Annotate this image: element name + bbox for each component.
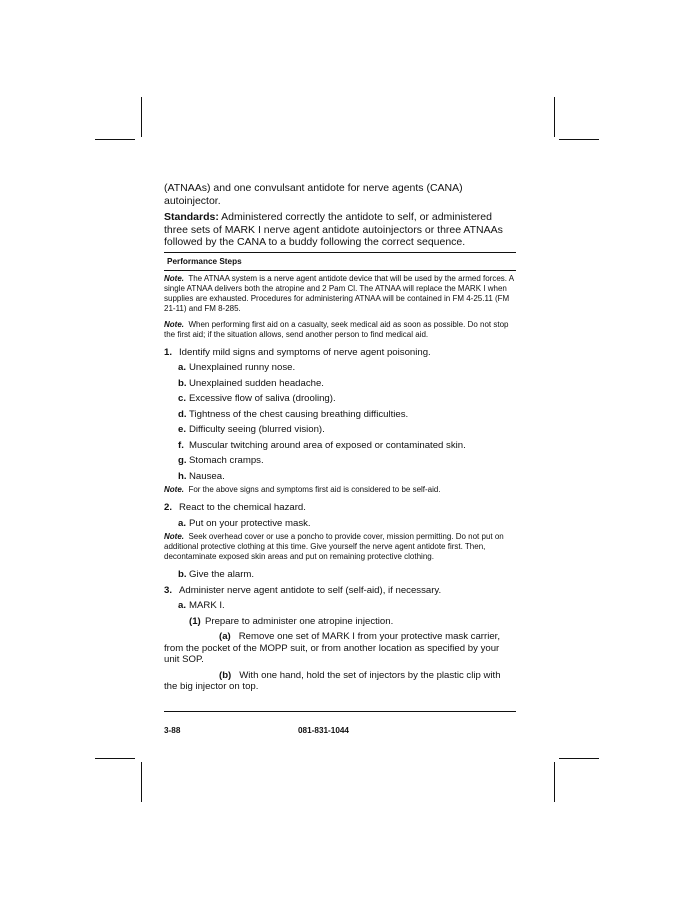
step-3 bbox=[164, 585, 516, 597]
note-label: Note. bbox=[164, 532, 184, 541]
list-item: e. Difficulty seeing (blurred vision). bbox=[178, 424, 325, 435]
note-label: Note. bbox=[164, 485, 184, 494]
step-2 bbox=[164, 502, 516, 514]
crop-mark bbox=[559, 758, 599, 759]
list-item: g. Stomach cramps. bbox=[178, 455, 264, 466]
crop-mark bbox=[141, 97, 142, 137]
step-1 bbox=[164, 347, 516, 359]
crop-mark bbox=[554, 97, 555, 137]
note-1-text: The ATNAA system is a nerve agent antidote device that will be used by the armed forces. A single ATNAA delivers both the atropine and 2 Pam Cl. The ATNAA will replace the MARK I when supplies are exhausted. Procedures for administering ATNAA will be contained in FM 4-25.11 (FM 21-11) and FM 8-285. bbox=[164, 273, 514, 313]
list-item: a. Unexplained runny nose. bbox=[178, 362, 296, 373]
step-text: Administer nerve agent antidote to self (self-aid), if necessary. bbox=[179, 584, 442, 596]
list-item: a. Put on your protective mask. bbox=[178, 517, 311, 529]
note-4 bbox=[164, 532, 516, 562]
step-text: React to the chemical hazard. bbox=[179, 502, 306, 513]
step-text: Identify mild signs and symptoms of nerve agent poisoning. bbox=[179, 346, 431, 358]
note-4-text: Seek overhead cover or use a poncho to provide cover, mission permitting. Do not put on additional protective clothing at this time. Give yourself the nerve agent antidote first. Then, decontaminate exposed skin areas and put on remaining protective clothing. bbox=[164, 532, 504, 561]
list-item: c. Excessive flow of saliva (drooling). bbox=[178, 393, 336, 404]
page-footer bbox=[164, 711, 516, 735]
crop-mark bbox=[554, 762, 555, 802]
step-number: 3. bbox=[164, 584, 173, 596]
list-item: (1) Prepare to administer one atropine injection. bbox=[189, 615, 394, 627]
crop-mark bbox=[95, 758, 135, 759]
list-item: h. Nausea. bbox=[178, 470, 225, 482]
step-number: 1. bbox=[164, 346, 173, 358]
note-label: Note. bbox=[164, 319, 184, 329]
page-number: 3-88 bbox=[164, 726, 181, 735]
list-item: b. Unexplained sudden headache. bbox=[178, 377, 324, 389]
standards-paragraph bbox=[164, 211, 516, 249]
crop-mark bbox=[95, 139, 135, 140]
note-1 bbox=[164, 274, 516, 314]
list-item: b. Give the alarm. bbox=[178, 569, 255, 580]
intro-text: (ATNAAs) and one convulsant antidote for nerve agents (CANA) autoinjector. bbox=[164, 182, 463, 207]
note-3-text: For the above signs and symptoms first aid is considered to be self-aid. bbox=[188, 485, 441, 494]
sub-step-a: (a) Remove one set of MARK I from your protective mask carrier, from the pocket of the MOPP suit, or from another location as specified by your unit SOP. bbox=[164, 631, 500, 665]
note-2 bbox=[164, 320, 516, 340]
standards-text: Administered correctly the antidote to self, or administered three sets of MARK I nerve agent antidote autoinjectors or three ATNAAs followed by the CANA to a buddy following the correct sequence. bbox=[164, 211, 503, 248]
list-item: d. Tightness of the chest causing breathing difficulties. bbox=[178, 408, 409, 420]
sub-step-b: (b) With one hand, hold the set of injectors by the plastic clip with the big injector on top. bbox=[164, 669, 501, 692]
performance-steps-heading: Performance Steps bbox=[164, 253, 516, 271]
note-2-text: When performing first aid on a casualty, seek medical aid as soon as possible. Do not stop the first aid; if the situation allows, send another person to find medical aid. bbox=[164, 319, 509, 339]
performance-steps-header bbox=[164, 252, 516, 271]
standards-label: Standards: bbox=[164, 211, 219, 223]
note-3 bbox=[164, 485, 516, 495]
page-content bbox=[164, 182, 516, 693]
crop-mark bbox=[141, 762, 142, 802]
crop-mark bbox=[559, 139, 599, 140]
step-number: 2. bbox=[164, 502, 173, 513]
list-item: f. Muscular twitching around area of exposed or contaminated skin. bbox=[178, 439, 466, 451]
note-label: Note. bbox=[164, 273, 184, 283]
task-number: 081-831-1044 bbox=[298, 726, 349, 735]
list-item: a. MARK I. bbox=[178, 600, 225, 611]
